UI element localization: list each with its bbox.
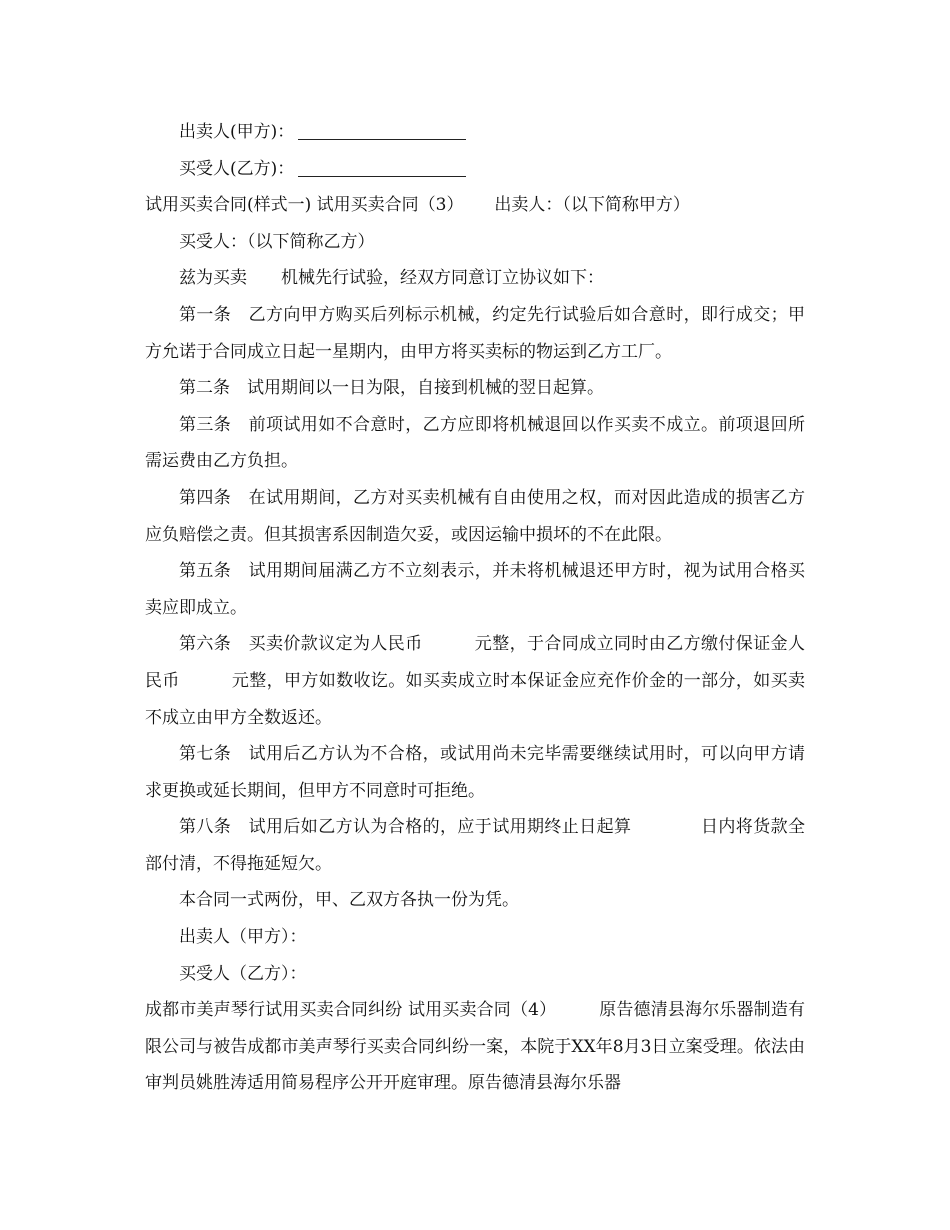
paragraph-list <box>145 187 805 1102</box>
seller-signature-line <box>145 114 805 151</box>
paragraph: 成都市美声琴行试用买卖合同纠纷 试用买卖合同（4） 原告德清县海尔乐器制造有限公司与被告成都市美声琴行买卖合同纠纷一案，本院于XX年8月3日立案受理。依法由审判员姚胜涛适用简易程序公开开庭审理。原告德清县海尔乐器 <box>145 1000 805 1094</box>
paragraph: 第二条 试用期间以一日为限，自接到机械的翌日起算。 <box>179 378 604 399</box>
buyer-blank <box>298 156 466 177</box>
buyer-label: 买受人(乙方)： <box>179 158 295 179</box>
paragraph: 第三条 前项试用如不合意时，乙方应即将机械退回以作买卖不成立。前项退回所需运费由乙方负担。 <box>145 414 805 472</box>
seller-blank <box>298 119 466 140</box>
paragraph: 试用买卖合同(样式一) 试用买卖合同（3） 出卖人：（以下简称甲方） <box>145 195 690 216</box>
paragraph: 第六条 买卖价款议定为人民币 元整，于合同成立同时由乙方缴付保证金人民币 元整，甲方如数收讫。如买卖成立时本保证金应充作价金的一部分，如买卖不成立由甲方全数返还。 <box>145 634 805 728</box>
seller-label: 出卖人(甲方)： <box>179 122 295 142</box>
paragraph: 买受人（乙方）： <box>179 963 307 984</box>
document-body <box>145 114 805 1102</box>
paragraph: 本合同一式两份，甲、乙双方各执一份为凭。 <box>179 890 519 911</box>
paragraph: 第一条 乙方向甲方购买后列标示机械，约定先行试验后如合意时，即行成交；甲方允诺于合同成立日起一星期内，由甲方将买卖标的物运到乙方工厂。 <box>145 304 805 362</box>
paragraph: 第七条 试用后乙方认为不合格，或试用尚未完毕需要继续试用时，可以向甲方请求更换或延长期间，但甲方不同意时可拒绝。 <box>145 744 805 801</box>
paragraph: 第四条 在试用期间，乙方对买卖机械有自由使用之权，而对因此造成的损害乙方应负赔偿之责。但其损害系因制造欠妥，或因运输中损坏的不在此限。 <box>145 487 805 545</box>
paragraph: 第八条 试用后如乙方认为合格的，应于试用期终止日起算 日内将货款全部付清，不得拖延短欠。 <box>145 817 805 874</box>
paragraph: 出卖人（甲方）： <box>179 927 307 948</box>
buyer-signature-line <box>145 151 805 188</box>
paragraph: 兹为买卖 机械先行试验，经双方同意订立协议如下： <box>179 268 604 289</box>
paragraph: 第五条 试用期间届满乙方不立刻表示，并未将机械退还甲方时，视为试用合格买卖应即成立。 <box>145 561 805 618</box>
paragraph: 买受人：（以下简称乙方） <box>179 231 375 252</box>
